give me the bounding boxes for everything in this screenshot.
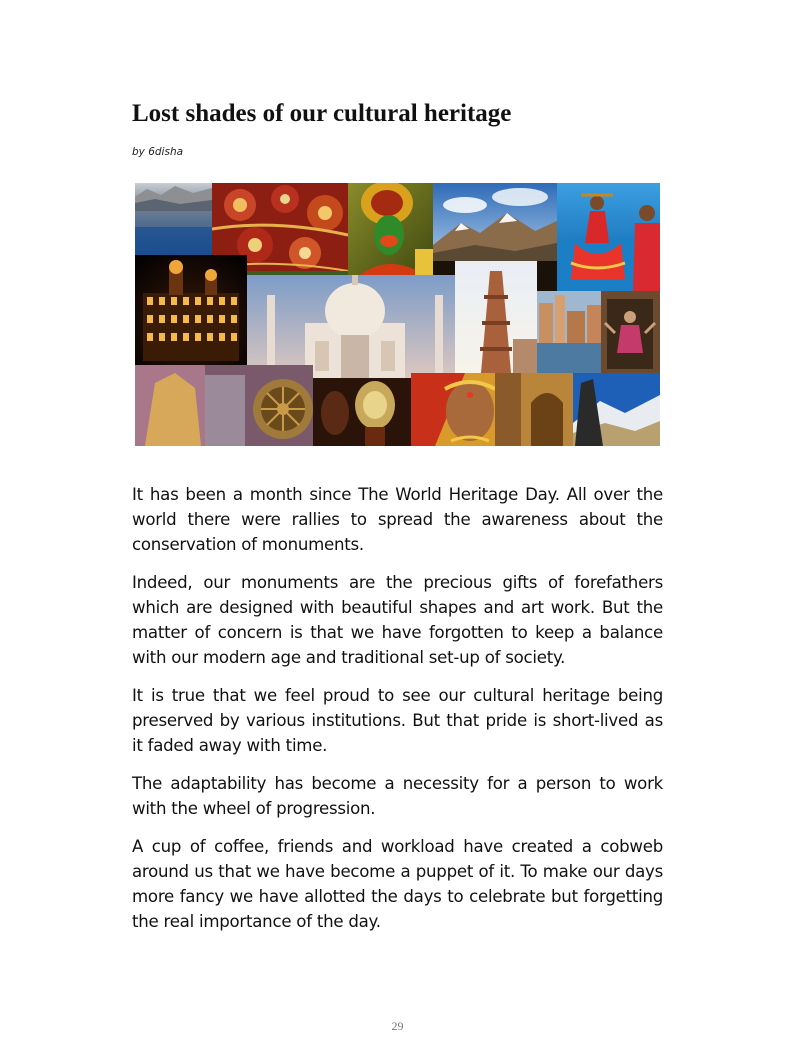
article-paragraph: The adaptability has become a necessity for a person to work with the wheel of progression. bbox=[132, 774, 663, 818]
collage-tile-kathakali bbox=[348, 183, 433, 275]
page-number: 29 bbox=[391, 1019, 404, 1033]
collage-tile-palace-night bbox=[135, 255, 247, 365]
collage-tile-lake bbox=[135, 183, 212, 255]
article-paragraph: Indeed, our monuments are the precious gifts of forefathers which are designed with beautiful shapes and art work. But the matter of concern is that we have forgotten to keep a balance with our modern age and traditional set-up of society. bbox=[132, 573, 663, 667]
article-paragraph: It is true that we feel proud to see our cultural heritage being preserved by various institutions. But that pride is short-lived as it faded away with time. bbox=[132, 686, 663, 755]
article-body bbox=[132, 482, 663, 947]
heritage-collage-image bbox=[135, 183, 660, 446]
collage-tile-qutub-minar bbox=[455, 261, 537, 373]
collage-tile-taj-mahal bbox=[247, 275, 455, 378]
collage-tile-ghats bbox=[537, 291, 601, 373]
collage-tile-masked-performer bbox=[313, 378, 411, 446]
article-paragraph: A cup of coffee, friends and workload have created a cobweb around us that we have become a puppet of it. To make our days more fancy we have allotted the days to celebrate but forgetting the real importance of the day. bbox=[132, 837, 663, 931]
article-byline: by 6disha bbox=[132, 146, 184, 158]
collage-tile-carved-arch bbox=[521, 373, 573, 446]
collage-tile-mountains bbox=[433, 183, 557, 261]
article-title: Lost shades of our cultural heritage bbox=[132, 100, 512, 127]
article-paragraph: It has been a month since The World Heritage Day. All over the world there were rallies to spread the awareness about the conservation of monuments. bbox=[132, 485, 663, 554]
collage-tile-woman-portrait bbox=[411, 373, 521, 446]
collage-tile-temple-dancer bbox=[601, 291, 660, 373]
collage-tile-temple-wheel bbox=[135, 365, 313, 446]
collage-tile-odissi-dancers bbox=[557, 183, 660, 291]
collage-tile-snow-peaks bbox=[573, 373, 660, 446]
